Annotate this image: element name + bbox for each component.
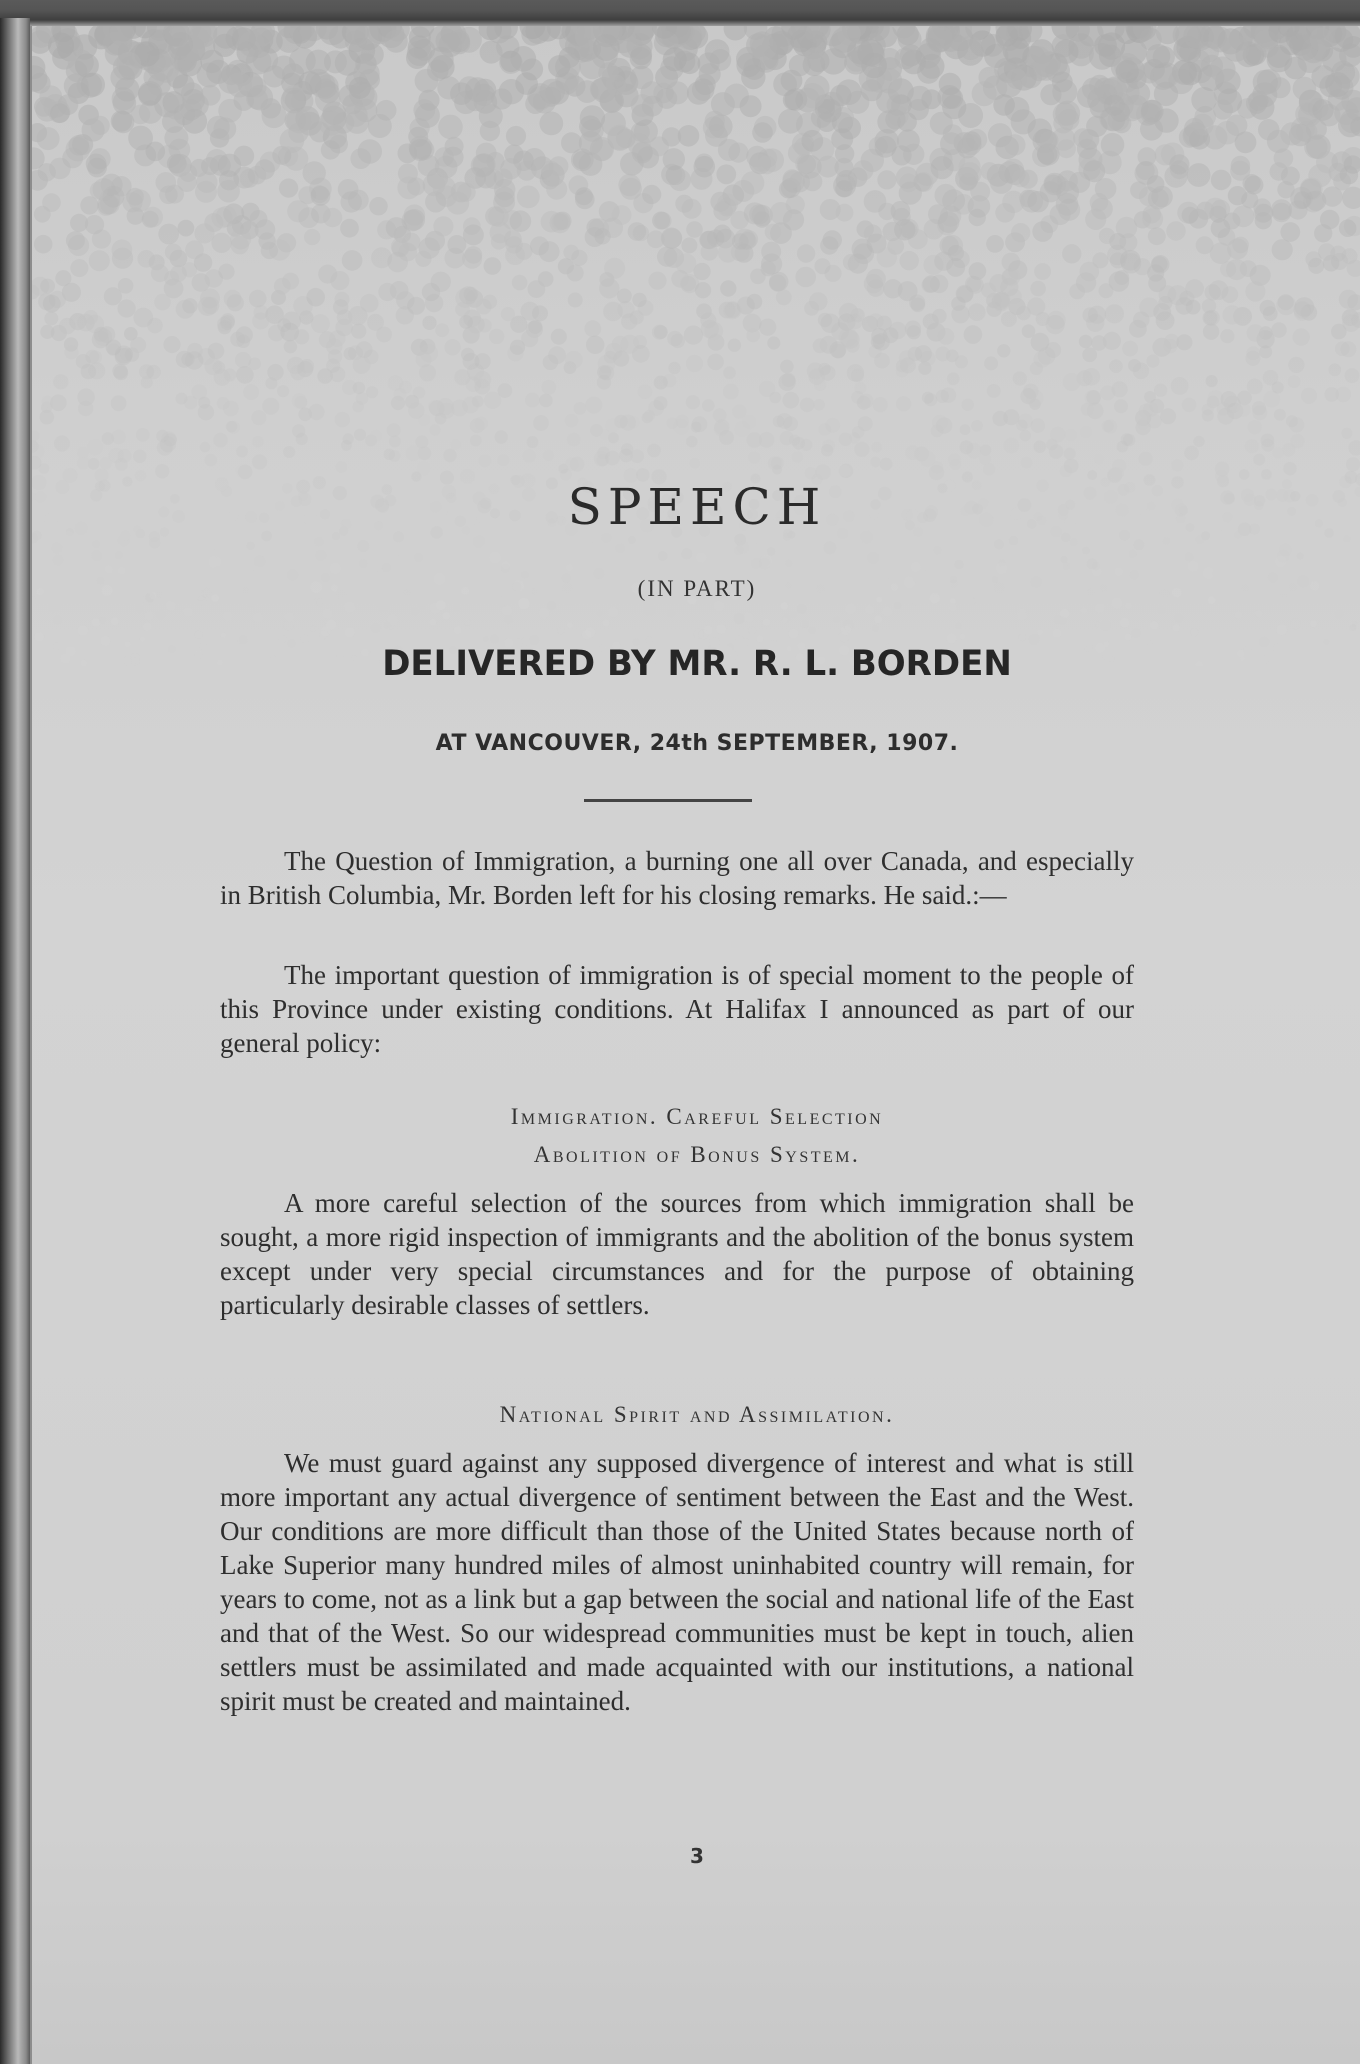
place-date-line: AT VANCOUVER, 24th SEPTEMBER, 1907.	[435, 731, 959, 756]
paragraph-intro: The Question of Immigration, a burning one all over Canada, and especially in British Columbia, Mr. Borden left for his closing remarks. He said.:—	[220, 846, 1134, 910]
document-title: SPEECH	[567, 478, 827, 536]
document-subtitle: (IN PART)	[637, 576, 757, 601]
page-content	[32, 26, 1360, 2064]
heading-immigration-selection: Immigration. Careful Selection	[510, 1104, 884, 1129]
paragraph-national-spirit: We must guard against any supposed divergence of interest and what is still more important any actual divergence of sentiment between the East and the West. Our conditions are more difficult than those of the United States because north of Lake Superior many hundred miles of almost uninhabited country will remain, for years to come, not as a link but a gap between the social and national life of the East and that of the West. So our widespread communities must be kept in touch, alien settlers must be assimilated and made acquainted with our institutions, a national spirit must be created and maintained.	[220, 1448, 1134, 1716]
speaker-line: DELIVERED BY MR. R. L. BORDEN	[382, 643, 1012, 685]
page-number: 3	[690, 1844, 704, 1868]
document-page	[30, 26, 1360, 2064]
heading-national-spirit: National Spirit and Assimilation.	[499, 1402, 895, 1427]
heading-bonus-system: Abolition of Bonus System.	[533, 1142, 861, 1167]
divider-rule	[584, 799, 752, 802]
paragraph-policy: The important question of immigration is of special moment to the people of this Province under existing conditions. At Halifax I announced as part of our general policy:	[220, 960, 1134, 1058]
book-binding-edge	[0, 18, 30, 2064]
paragraph-selection: A more careful selection of the sources from which immigration shall be sought, a more rigid inspection of immigrants and the abolition of the bonus system except under very special circumstances and for the purpose of obtaining particularly desirable classes of settlers.	[220, 1188, 1134, 1320]
